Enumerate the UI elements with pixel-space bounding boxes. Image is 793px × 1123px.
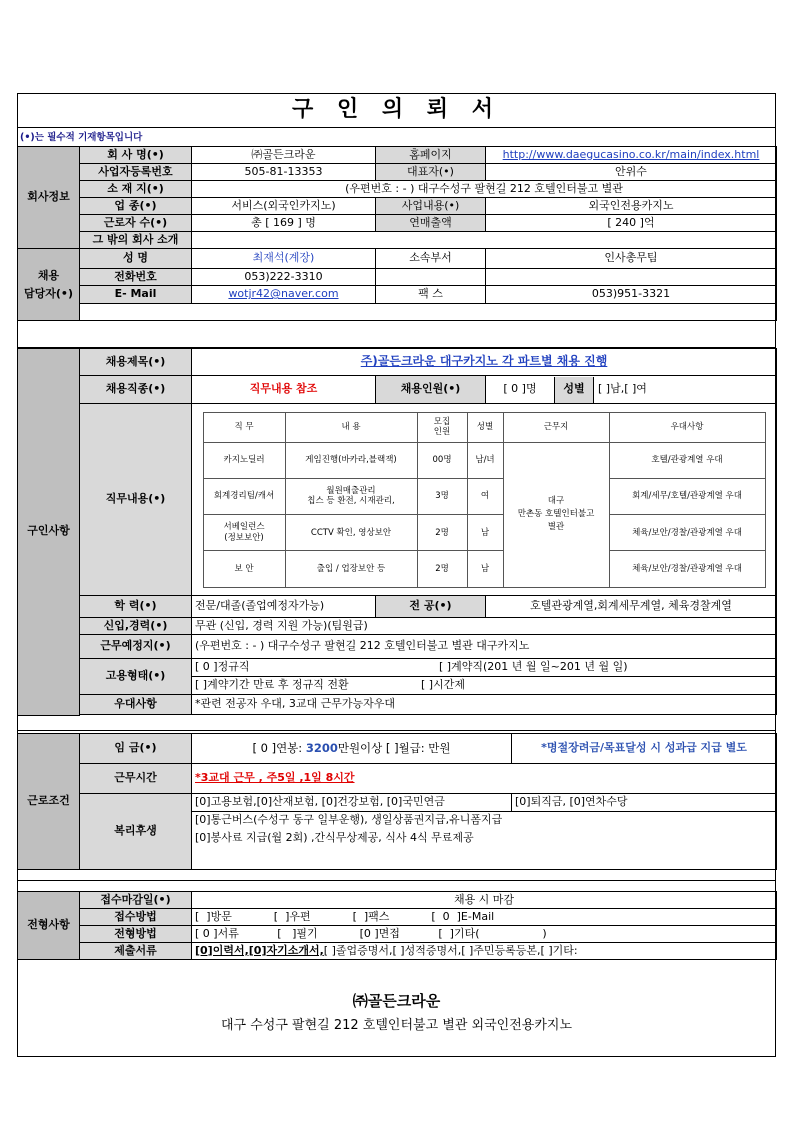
duty-content: 월원매출관리 칩스 등 환전, 시재관리, bbox=[285, 478, 417, 514]
duty-content: 게임진행(바카라,블랙잭) bbox=[285, 442, 417, 478]
duty-header: 내 용 bbox=[285, 412, 417, 442]
duty-content: 출입 / 업장보안 등 bbox=[285, 551, 417, 587]
edu-label: 학 력(•) bbox=[80, 596, 192, 618]
business-label: 사업내용(•) bbox=[376, 198, 486, 215]
duty-header-row bbox=[203, 412, 765, 442]
duty-gender: 여 bbox=[467, 478, 503, 514]
contact-section-line2: 담당자(•) bbox=[24, 286, 73, 300]
industry: 서비스(외국인카지노) bbox=[192, 198, 376, 215]
hours: *3교대 근무 , 주5일 ,1일 8시간 bbox=[192, 764, 777, 794]
company-section: 회사정보 bbox=[18, 147, 80, 249]
wage-prefix: [ 0 ]연봉: bbox=[252, 740, 306, 755]
job-type-label: 채용직종(•) bbox=[80, 376, 192, 404]
emp-convert: [ ]계약기간 만료 후 정규직 전환 bbox=[195, 678, 349, 692]
welfare-insurance: [0]고용보험,[0]산재보험, [0]건강보험, [0]국민연금 bbox=[192, 794, 512, 812]
process-label: 전형방법 bbox=[80, 926, 192, 943]
career: 무관 (신입, 경력 지원 가능)(팀원급) bbox=[192, 618, 777, 635]
ceo: 안위수 bbox=[486, 164, 777, 181]
apply-method: [ ]방문 [ ]우편 [ ]팩스 [ 0 ]E-Mail bbox=[192, 909, 777, 926]
work-section: 근로조건 bbox=[18, 734, 80, 870]
duty-header: 우대사항 bbox=[609, 412, 765, 442]
edu: 전문/대졸(졸업예정자가능) bbox=[192, 596, 376, 618]
work-table bbox=[17, 733, 777, 870]
workers-label: 근로자 수(•) bbox=[80, 215, 192, 232]
deadline-label: 접수마감일(•) bbox=[80, 892, 192, 909]
company-table bbox=[17, 146, 777, 321]
wage-suffix: 만원이상 [ ]월급: 만원 bbox=[337, 740, 451, 755]
duty-job: 회계경리팀/캐셔 bbox=[203, 478, 285, 514]
count-label: 채용인원(•) bbox=[376, 376, 486, 404]
empty-row bbox=[80, 304, 777, 321]
wage-label: 임 금(•) bbox=[80, 734, 192, 764]
contact-section-line1: 채용 bbox=[37, 268, 60, 282]
duty-job: 서베일런스 (정보보안) bbox=[203, 515, 285, 551]
duty-gender: 남 bbox=[467, 515, 503, 551]
pref: *관련 전공자 우대, 3교대 근무가능자우대 bbox=[192, 695, 777, 715]
emp-line2 bbox=[192, 677, 777, 695]
duty-header: 성별 bbox=[467, 412, 503, 442]
contact-name-label: 성 명 bbox=[80, 249, 192, 269]
dept-label: 소속부서 bbox=[376, 249, 486, 269]
duty-location: 대구 만촌동 호텔인터불고 별관 bbox=[503, 442, 609, 587]
duty-row bbox=[203, 551, 765, 587]
contact-section bbox=[18, 249, 80, 321]
divider bbox=[17, 127, 776, 128]
job-table bbox=[17, 348, 777, 716]
wage-note: *명절장려금/목표달성 시 성과급 지급 별도 bbox=[512, 734, 777, 764]
emp-label: 고용형태(•) bbox=[80, 659, 192, 695]
place-label: 근무예정지(•) bbox=[80, 635, 192, 659]
empty-cell bbox=[486, 269, 777, 286]
docs-optional: [ ]졸업증명서,[ ]성적증명서,[ ]주민등록등본,[ ]기타: bbox=[323, 943, 578, 957]
deadline: 채용 시 마감 bbox=[192, 892, 777, 909]
docs-label: 제출서류 bbox=[80, 943, 192, 960]
job-type: 직무내용 참조 bbox=[192, 376, 376, 404]
regno-label: 사업자등록번호 bbox=[80, 164, 192, 181]
duty-header: 근무지 bbox=[503, 412, 609, 442]
welfare-severance: [0]퇴직금, [0]연차수당 bbox=[512, 794, 777, 812]
footer-address: 대구 수성구 팔현길 212 호텔인터불고 별관 외국인전용카지노 bbox=[221, 1018, 572, 1033]
emp-fulltime: [ 0 ]정규직 bbox=[195, 660, 250, 674]
required-note: (•)는 필수적 기재항목입니다 bbox=[20, 132, 143, 143]
spacer bbox=[80, 715, 777, 716]
business: 외국인전용카지노 bbox=[486, 198, 777, 215]
wage-amount: 3200 bbox=[305, 740, 338, 755]
welfare-label: 복리후생 bbox=[80, 794, 192, 870]
career-label: 신입,경력(•) bbox=[80, 618, 192, 635]
email-label: E- Mail bbox=[80, 286, 192, 304]
phone: 053)222-3310 bbox=[192, 269, 376, 286]
company-address: (우편번호 : - ) 대구수성구 팔현길 212 호텔인터불고 별관 bbox=[192, 181, 777, 198]
ceo-label: 대표자(•) bbox=[376, 164, 486, 181]
phone-label: 전화번호 bbox=[80, 269, 192, 286]
fax: 053)951-3321 bbox=[486, 286, 777, 304]
docs-required: [0]이력서,[0]자기소개서, bbox=[195, 943, 324, 957]
duty-header: 모집 인원 bbox=[417, 412, 467, 442]
documents bbox=[192, 943, 777, 960]
major: 호텔관광계열,회계세무계열, 체육경찰계열 bbox=[486, 596, 777, 618]
contact-name: 최재석(계장) bbox=[192, 249, 376, 269]
workers: 총 [ 169 ] 명 bbox=[192, 215, 376, 232]
empty-cell bbox=[376, 269, 486, 286]
regno: 505-81-13353 bbox=[192, 164, 376, 181]
duty-job: 보 안 bbox=[203, 551, 285, 587]
screening-section: 전형사항 bbox=[18, 892, 80, 960]
emp-line1 bbox=[192, 659, 777, 677]
emp-contract: [ ]계약직(201 년 월 일~201 년 월 일) bbox=[439, 660, 628, 674]
email-link[interactable]: wotjr42@naver.com bbox=[192, 286, 376, 304]
page-title: 구 인 의 뢰 서 bbox=[292, 97, 501, 122]
industry-label: 업 종(•) bbox=[80, 198, 192, 215]
duty-table bbox=[203, 412, 766, 588]
duty-header: 직 무 bbox=[203, 412, 285, 442]
work-place: (우편번호 : - ) 대구수성구 팔현길 212 호텔인터불고 별관 대구카지노 bbox=[192, 635, 777, 659]
pref-label: 우대사항 bbox=[80, 695, 192, 715]
welfare-bus: [0]통근버스(수성구 동구 일부운행), 생일상품권지급,유니폼지급 bbox=[192, 812, 777, 830]
sales-label: 연매출액 bbox=[376, 215, 486, 232]
duty-gender: 남/녀 bbox=[467, 442, 503, 478]
job-title-label: 채용제목(•) bbox=[80, 349, 192, 376]
dept: 인사총무팀 bbox=[486, 249, 777, 269]
footer-company: ㈜골든크라운 bbox=[352, 992, 441, 1010]
company-name-label: 회 사 명(•) bbox=[80, 147, 192, 164]
divider bbox=[17, 730, 776, 731]
job-section: 구인사항 bbox=[18, 349, 80, 716]
hours-label: 근무시간 bbox=[80, 764, 192, 794]
welfare-service: [0]봉사료 지급(월 2회) ,간식무상제공, 식사 4식 무료제공 bbox=[192, 830, 777, 870]
screening-process: [ 0 ]서류 [ ]필기 [0 ]면접 [ ]기타( ) bbox=[192, 926, 777, 943]
duty-content: CCTV 확인, 영상보안 bbox=[285, 515, 417, 551]
gender-label: 성별 bbox=[554, 377, 594, 403]
gender-value: [ ]남,[ ]여 bbox=[598, 382, 647, 396]
duty-row bbox=[203, 478, 765, 514]
duty-gender: 남 bbox=[467, 551, 503, 587]
intro-label: 그 밖의 회사 소개 bbox=[80, 232, 192, 249]
duty-count: 2명 bbox=[417, 551, 467, 587]
duty-pref: 체육/보안/경찰/관광계열 우대 bbox=[609, 515, 765, 551]
duty-count: 00명 bbox=[417, 442, 467, 478]
duty-row bbox=[203, 442, 765, 478]
job-title[interactable]: 주)골든크라운 대구카지노 각 파트별 채용 진행 bbox=[192, 349, 777, 376]
duty-row bbox=[203, 515, 765, 551]
duty-count: 2명 bbox=[417, 515, 467, 551]
major-label: 전 공(•) bbox=[376, 596, 486, 618]
homepage-link[interactable]: http://www.daegucasino.co.kr/main/index.html bbox=[486, 147, 777, 164]
divider bbox=[17, 880, 776, 881]
duty-cell bbox=[192, 404, 777, 596]
duty-label: 직무내용(•) bbox=[80, 404, 192, 596]
company-name: ㈜골든크라운 bbox=[192, 147, 376, 164]
method-label: 접수방법 bbox=[80, 909, 192, 926]
duty-pref: 체육/보안/경찰/관광계열 우대 bbox=[609, 551, 765, 587]
fax-label: 팩 스 bbox=[376, 286, 486, 304]
count-gender-cell bbox=[486, 376, 777, 404]
intro-value bbox=[192, 232, 777, 249]
wage bbox=[192, 734, 512, 764]
duty-job: 카지노딜러 bbox=[203, 442, 285, 478]
emp-parttime: [ ]시간제 bbox=[421, 678, 465, 692]
duty-pref: 호텔/관광계열 우대 bbox=[609, 442, 765, 478]
duty-count: 3명 bbox=[417, 478, 467, 514]
screening-table bbox=[17, 891, 777, 960]
homepage-label: 홈페이지 bbox=[376, 147, 486, 164]
duty-pref: 회계/세무/호텔/관광계열 우대 bbox=[609, 478, 765, 514]
count-value: [ 0 ]명 bbox=[503, 382, 537, 396]
sales: [ 240 ]억 bbox=[486, 215, 777, 232]
address-label: 소 재 지(•) bbox=[80, 181, 192, 198]
